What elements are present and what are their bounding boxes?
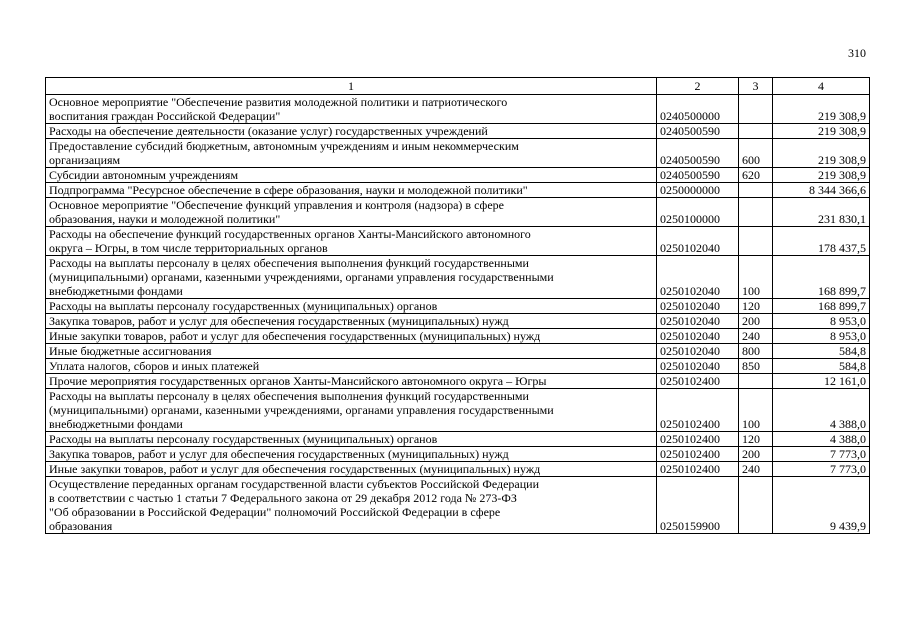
- cell-sum: 12 161,0: [773, 374, 870, 389]
- cell-csr: 0250102040: [657, 314, 739, 329]
- table-row: [46, 359, 870, 374]
- cell-vr: [739, 95, 773, 124]
- cell-name: Иные закупки товаров, работ и услуг для обеспечения государственных (муниципальных) нужд: [46, 462, 657, 477]
- cell-vr: 200: [739, 314, 773, 329]
- cell-sum: 8 953,0: [773, 314, 870, 329]
- cell-vr: 200: [739, 447, 773, 462]
- cell-csr: 0250100000: [657, 198, 739, 227]
- cell-sum: 7 773,0: [773, 462, 870, 477]
- table-row: [46, 139, 870, 168]
- table-row: [46, 168, 870, 183]
- cell-name: Осуществление переданных органам государственной власти субъектов Российской Федерации в соответствии с частью 1 статьи 7 Федерального закона от 29 декабря 2012 года № 273-ФЗ "Об образовании в Российской Федерации" полномочий Российской Федерации в сфере образования: [46, 477, 657, 534]
- budget-table: [45, 77, 870, 534]
- table-body: [46, 95, 870, 534]
- table-row: [46, 477, 870, 534]
- cell-vr: 100: [739, 389, 773, 432]
- page-number: 310: [848, 46, 866, 60]
- cell-vr: 120: [739, 299, 773, 314]
- cell-sum: 584,8: [773, 344, 870, 359]
- cell-csr: 0240500590: [657, 168, 739, 183]
- table-row: [46, 389, 870, 432]
- cell-csr: 0250102400: [657, 447, 739, 462]
- cell-csr: 0250102040: [657, 256, 739, 299]
- cell-sum: 584,8: [773, 359, 870, 374]
- cell-name: Прочие мероприятия государственных органов Ханты-Мансийского автономного округа – Югры: [46, 374, 657, 389]
- table-row: [46, 374, 870, 389]
- cell-sum: 9 439,9: [773, 477, 870, 534]
- cell-name: Уплата налогов, сборов и иных платежей: [46, 359, 657, 374]
- cell-vr: [739, 477, 773, 534]
- cell-name: Закупка товаров, работ и услуг для обеспечения государственных (муниципальных) нужд: [46, 447, 657, 462]
- column-header-vr: 3: [739, 78, 773, 95]
- cell-csr: 0250102040: [657, 344, 739, 359]
- table-row: [46, 329, 870, 344]
- cell-name: Закупка товаров, работ и услуг для обеспечения государственных (муниципальных) нужд: [46, 314, 657, 329]
- cell-name: Субсидии автономным учреждениям: [46, 168, 657, 183]
- table-row: [46, 256, 870, 299]
- table-row: [46, 95, 870, 124]
- cell-vr: 240: [739, 329, 773, 344]
- cell-vr: [739, 227, 773, 256]
- cell-csr: 0250102040: [657, 359, 739, 374]
- cell-sum: 178 437,5: [773, 227, 870, 256]
- cell-vr: 800: [739, 344, 773, 359]
- table-row: [46, 344, 870, 359]
- table-row: [46, 183, 870, 198]
- cell-vr: 620: [739, 168, 773, 183]
- cell-vr: 120: [739, 432, 773, 447]
- table-row: [46, 462, 870, 477]
- cell-sum: 219 308,9: [773, 168, 870, 183]
- table-row: [46, 447, 870, 462]
- cell-name: Предоставление субсидий бюджетным, автономным учреждениям и иным некоммерческим организациям: [46, 139, 657, 168]
- cell-csr: 0240500590: [657, 124, 739, 139]
- cell-csr: 0240500000: [657, 95, 739, 124]
- cell-sum: 8 344 366,6: [773, 183, 870, 198]
- cell-name: Основное мероприятие "Обеспечение развития молодежной политики и патриотического воспитания граждан Российской Федерации": [46, 95, 657, 124]
- cell-vr: 850: [739, 359, 773, 374]
- cell-name: Расходы на выплаты персоналу государственных (муниципальных) органов: [46, 432, 657, 447]
- cell-name: Иные бюджетные ассигнования: [46, 344, 657, 359]
- cell-vr: 100: [739, 256, 773, 299]
- cell-sum: 4 388,0: [773, 389, 870, 432]
- table-row: [46, 314, 870, 329]
- cell-csr: 0250102400: [657, 462, 739, 477]
- cell-sum: 7 773,0: [773, 447, 870, 462]
- cell-sum: 219 308,9: [773, 95, 870, 124]
- cell-name: Расходы на обеспечение деятельности (оказание услуг) государственных учреждений: [46, 124, 657, 139]
- column-header-name: 1: [46, 78, 657, 95]
- cell-csr: 0250159900: [657, 477, 739, 534]
- cell-sum: 219 308,9: [773, 124, 870, 139]
- cell-csr: 0250102400: [657, 432, 739, 447]
- cell-vr: 600: [739, 139, 773, 168]
- cell-name: Подпрограмма "Ресурсное обеспечение в сфере образования, науки и молодежной политики": [46, 183, 657, 198]
- cell-sum: 219 308,9: [773, 139, 870, 168]
- column-header-csr: 2: [657, 78, 739, 95]
- table-row: [46, 227, 870, 256]
- cell-vr: [739, 198, 773, 227]
- table-row: [46, 198, 870, 227]
- cell-csr: 0250102040: [657, 299, 739, 314]
- cell-name: Основное мероприятие "Обеспечение функций управления и контроля (надзора) в сфере образования, науки и молодежной политики": [46, 198, 657, 227]
- cell-csr: 0250102040: [657, 329, 739, 344]
- table-row: [46, 432, 870, 447]
- cell-sum: 231 830,1: [773, 198, 870, 227]
- table-header-row: [46, 78, 870, 95]
- cell-name: Расходы на выплаты персоналу государственных (муниципальных) органов: [46, 299, 657, 314]
- table-row: [46, 299, 870, 314]
- cell-vr: [739, 183, 773, 198]
- cell-csr: 0250102400: [657, 374, 739, 389]
- column-header-sum: 4: [773, 78, 870, 95]
- cell-csr: 0250000000: [657, 183, 739, 198]
- cell-sum: 4 388,0: [773, 432, 870, 447]
- cell-vr: [739, 124, 773, 139]
- cell-csr: 0240500590: [657, 139, 739, 168]
- cell-csr: 0250102040: [657, 227, 739, 256]
- table-row: [46, 124, 870, 139]
- cell-sum: 8 953,0: [773, 329, 870, 344]
- cell-name: Расходы на обеспечение функций государственных органов Ханты-Мансийского автономного округа – Югры, в том числе территориальных органов: [46, 227, 657, 256]
- cell-name: Иные закупки товаров, работ и услуг для обеспечения государственных (муниципальных) нужд: [46, 329, 657, 344]
- cell-sum: 168 899,7: [773, 299, 870, 314]
- cell-sum: 168 899,7: [773, 256, 870, 299]
- cell-name: Расходы на выплаты персоналу в целях обеспечения выполнения функций государственными (муниципальными) органами, казенными учреждениями, органами управления государственными внебюджетными фондами: [46, 389, 657, 432]
- cell-vr: 240: [739, 462, 773, 477]
- cell-csr: 0250102400: [657, 389, 739, 432]
- cell-name: Расходы на выплаты персоналу в целях обеспечения выполнения функций государственными (муниципальными) органами, казенными учреждениями, органами управления государственными внебюджетными фондами: [46, 256, 657, 299]
- cell-vr: [739, 374, 773, 389]
